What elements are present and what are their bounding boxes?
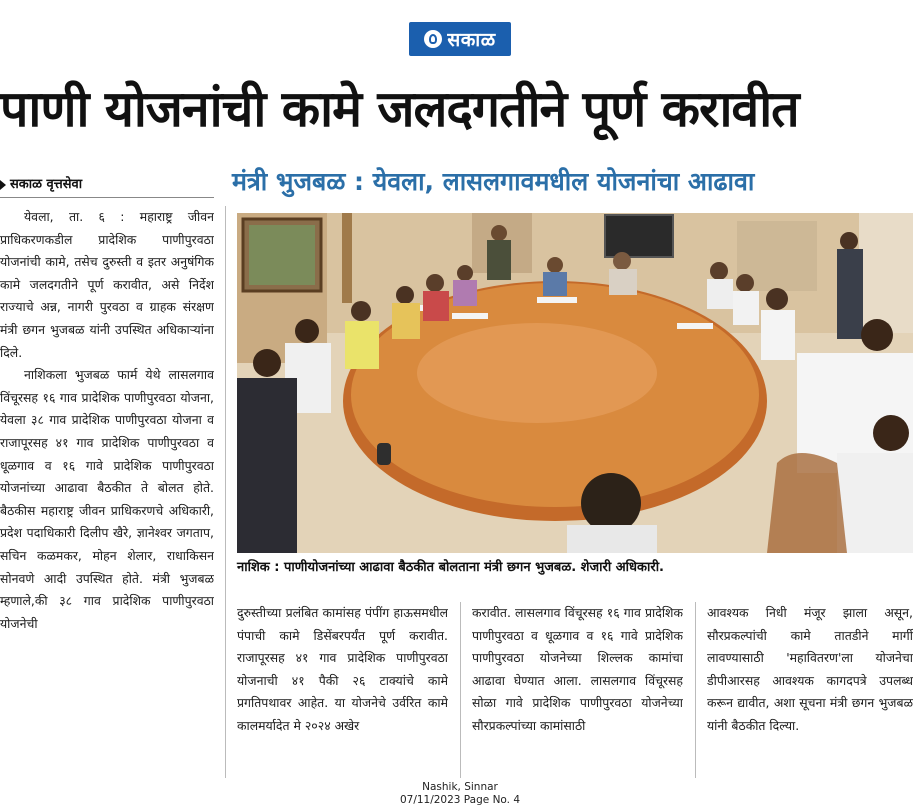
article-column-3 bbox=[472, 602, 683, 778]
page-footer bbox=[0, 781, 920, 807]
article-column-1 bbox=[0, 206, 214, 778]
article-column-4 bbox=[707, 602, 913, 778]
logo-text: सकाळ bbox=[447, 29, 496, 51]
article-paragraph: नाशिकला भुजबळ फार्म येथे लासलगाव विंचूरसह १६ गाव प्रादेशिक पाणीपुरवठा योजना, येवला ३८ गाव प्रादेशिक पाणीपुरवठा योजना व राजापूरसह ४१ गाव प्रादेशिक पाणीपुरवठा व धूळगाव व १६ गावे प्रादेशिक पाणीपुरवठा योजनांच्या आढावा बैठकीत ते बोलत होते. बैठकीस महाराष्ट्र जीवन प्राधिकरणचे अधिकारी, प्रदेश पदाधिकारी दिलीप खैरे, ज्ञानेश्वर जगताप, सचिन कळमकर, मोहन शेलार, राधाकिसन सोनवणे आदी उपस्थित होते. मंत्री भुजबळ म्हणाले,की ३८ गाव प्रादेशिक पाणीपुरवठा योजनेची bbox=[0, 367, 214, 631]
photo-caption: नाशिक : पाणीयोजनांच्या आढावा बैठकीत बोलताना मंत्री छगन भुजबळ. शेजारी अधिकारी. bbox=[237, 560, 664, 575]
arrow-right-icon bbox=[0, 180, 6, 190]
column-divider bbox=[460, 602, 461, 778]
column-divider bbox=[695, 602, 696, 778]
article-paragraph: येवला, ता. ६ : महाराष्ट्र जीवन प्राधिकरणकडील प्रादेशिक पाणीपुरवठा योजनांची कामे, तसेच दुरुस्ती व इतर अनुषंगिक कामे जलदगतीने पूर्ण करावीत, असे निर्देश राज्याचे अन्न, नागरी पुरवठा व ग्राहक संरक्षण मंत्री छगन भुजबळ यांनी उपस्थित अधिकाऱ्यांना दिले. bbox=[0, 209, 214, 360]
byline-text: सकाळ वृत्तसेवा bbox=[10, 177, 83, 192]
byline bbox=[0, 172, 214, 198]
subheadline: मंत्री भुजबळ : येवला, लासलगावमधील योजनांचा आढावा bbox=[232, 167, 755, 196]
meeting-photo-illustration bbox=[237, 213, 913, 553]
article-paragraph: आवश्यक निधी मंजूर झाला असून, सौरप्रकल्पांची कामे तातडीने मार्गी लावण्यासाठी 'महावितरण'ला योजनेचा डीपीआरसह आवश्यक कागदपत्रे उपलब्ध करून द्यावीत, अशा सूचना मंत्री छगन भुजबळ यांनी बैठकीत दिल्या. bbox=[707, 605, 913, 733]
article-paragraph: दुरुस्तीच्या प्रलंबित कामांसह पंपींग हाऊसमधील पंपाची कामे डिसेंबरपर्यंत पूर्ण करावीत. राजापूरसह ४१ गाव प्रादेशिक पाणीपुरवठा योजनाची ४१ पैकी २६ टाक्यांचे कामे प्रगतिपथावर आहेत. या योजनेचे उर्वरित कामे कालमर्यादेत मे २०२४ अखेर bbox=[237, 605, 448, 733]
meeting-photo bbox=[237, 213, 913, 553]
article-paragraph: करावीत. लासलगाव विंचूरसह १६ गाव प्रादेशिक पाणीपुरवठा व धूळगाव व १६ गावे प्रादेशिक पाणीपुरवठा योजनेच्या शिल्लक कामांचा आढावा घेण्यात आला. लासलगाव विंचूरसह सोळा गावे प्रादेशिक पाणीपुरवठा योजनेच्या सौरप्रकल्पांच्या कामांसाठी bbox=[472, 605, 683, 733]
logo-emblem-icon bbox=[424, 30, 442, 48]
newspaper-logo bbox=[409, 22, 511, 56]
article-column-2 bbox=[237, 602, 448, 778]
column-divider bbox=[225, 206, 226, 778]
date-page-label: 07/11/2023 Page No. 4 bbox=[399, 794, 521, 806]
headline: पाणी योजनांची कामे जलदगतीने पूर्ण करावीत bbox=[0, 80, 799, 138]
edition-label: Nashik, Sinnar bbox=[422, 781, 498, 793]
